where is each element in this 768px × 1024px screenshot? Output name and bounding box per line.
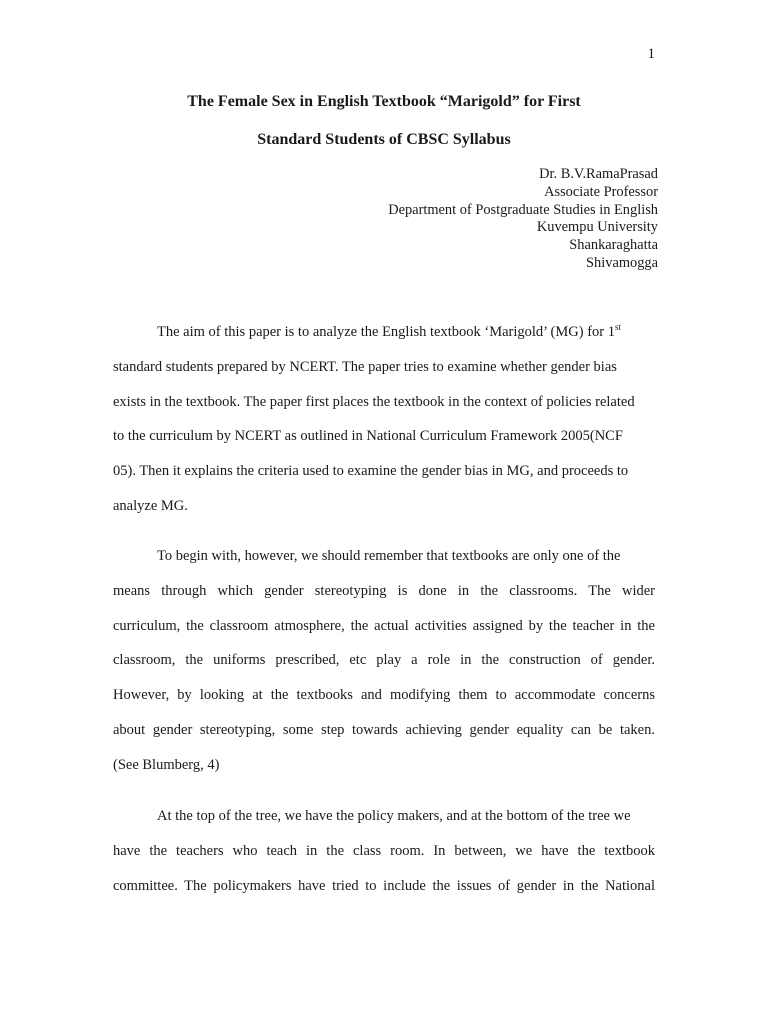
- author-position: Associate Professor: [544, 183, 658, 200]
- page-number: 1: [647, 46, 655, 62]
- title-line-2: Standard Students of CBSC Syllabus: [257, 131, 511, 148]
- paragraph-line: means through which gender stereotyping is done in the classrooms. The wider: [113, 582, 655, 599]
- paragraph-line: committee. The policymakers have tried to include the issues of gender in the National: [113, 877, 655, 894]
- paragraph-line: about gender stereotyping, some step towards achieving gender equality can be taken.: [113, 721, 655, 738]
- ordinal-superscript: st: [614, 322, 621, 333]
- paragraph-1: [113, 315, 655, 524]
- paragraph-line: (See Blumberg, 4): [113, 756, 220, 773]
- paragraph-line: have the teachers who teach in the class room. In between, we have the textbook: [113, 842, 655, 859]
- paragraph-line: 05). Then it explains the criteria used to examine the gender bias in MG, and proceeds to: [113, 463, 629, 480]
- author-name: Dr. B.V.RamaPrasad: [539, 166, 658, 182]
- author-place: Shankaraghatta: [569, 237, 658, 254]
- paragraph-line: However, by looking at the textbooks and modifying them to accommodate concerns: [113, 687, 655, 704]
- paragraph-line-text: The aim of this paper is to analyze the English textbook ‘Marigold’ (MG) for 1: [157, 324, 615, 340]
- paragraph-line: To begin with, however, we should remember that textbooks are only one of the: [157, 548, 621, 564]
- paragraph-3: [113, 799, 655, 903]
- paragraph-line: [113, 315, 655, 350]
- paragraph-2: [113, 539, 655, 783]
- paragraph-line: At the top of the tree, we have the policy makers, and at the bottom of the tree we: [157, 808, 631, 824]
- author-department: Department of Postgraduate Studies in English: [388, 201, 658, 218]
- author-block: [388, 166, 658, 273]
- paragraph-line: analyze MG.: [113, 497, 188, 514]
- paragraph-line: standard students prepared by NCERT. The paper tries to examine whether gender bias: [113, 358, 617, 375]
- author-city: Shivamogga: [586, 254, 658, 271]
- paragraph-line: exists in the textbook. The paper first places the textbook in the context of policies related: [113, 393, 635, 410]
- author-university: Kuvempu University: [536, 219, 658, 236]
- paragraph-line: to the curriculum by NCERT as outlined in National Curriculum Framework 2005(NCF: [113, 428, 623, 445]
- paragraph-line: curriculum, the classroom atmosphere, the actual activities assigned by the teacher in the: [113, 617, 655, 634]
- paragraph-line: classroom, the uniforms prescribed, etc play a role in the construction of gender.: [113, 652, 655, 669]
- title-line-1: The Female Sex in English Textbook “Marigold” for First: [187, 93, 581, 110]
